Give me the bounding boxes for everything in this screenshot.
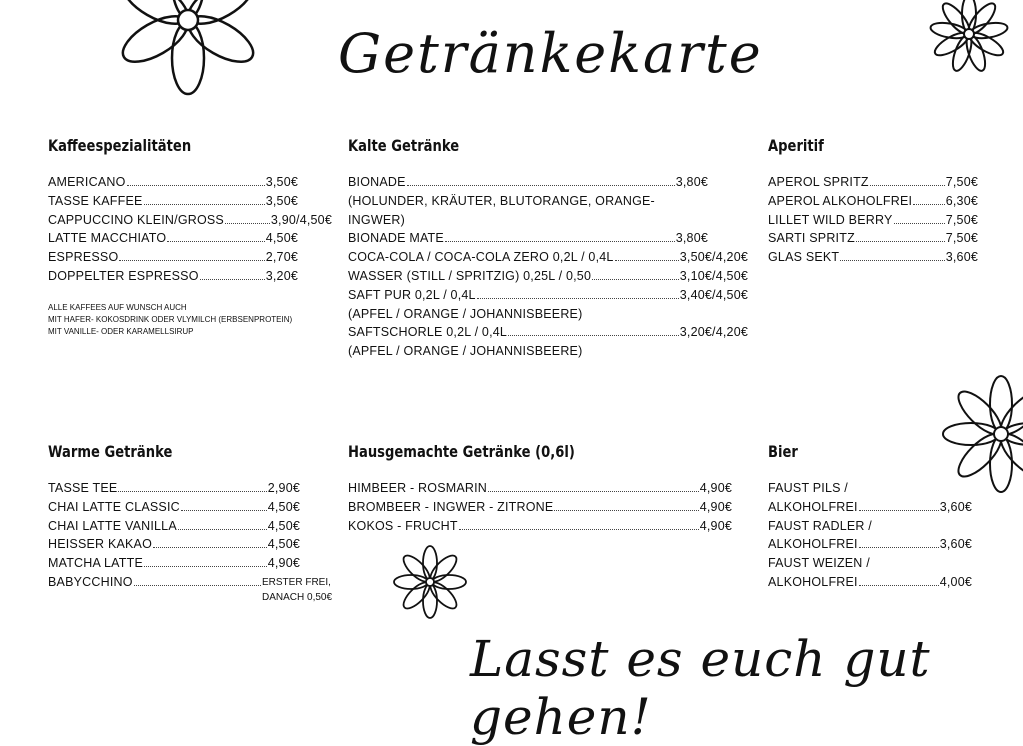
item-detail: FAUST WEIZEN / xyxy=(768,556,870,571)
menu-item: APEROL SPRITZ 7,50€ xyxy=(768,175,978,189)
menu-item: KOKOS - FRUCHT 4,90€ xyxy=(348,518,732,533)
menu-item: ALKOHOLFREI 3,60€ xyxy=(768,537,972,552)
menu-item: SARTI SPRITZ 7,50€ xyxy=(768,231,978,246)
menu-item: WASSER (STILL / SPRITZIG) 0,25L / 0,50 3,10€/4,50€ xyxy=(348,268,748,283)
menu-item: GLAS SEKT 3,60€ xyxy=(768,250,978,265)
menu-item: DOPPELTER ESPRESSO 3,20€ xyxy=(48,268,298,283)
menu-item: TASSE KAFFEE 3,50€ xyxy=(48,193,298,208)
menu-item: LATTE MACCHIATO 4,50€ xyxy=(48,231,298,246)
section-title: Kaffeespezialitäten xyxy=(48,136,192,155)
item-detail: (HOLUNDER, KRÄUTER, BLUTORANGE, ORANGE- xyxy=(348,193,655,208)
section-kaffee xyxy=(48,136,332,338)
menu-item: COCA-COLA / COCA-COLA ZERO 0,2L / 0,4L 3,50€/4,20€ xyxy=(348,250,748,265)
footer-slogan: Lasst es euch gut gehen! xyxy=(470,630,931,746)
menu-item: CAPPUCCINO KLEIN/GROSS 3,90/4,50€ xyxy=(48,212,332,227)
flower-top-left-icon xyxy=(88,0,288,120)
section-warm xyxy=(48,442,342,605)
item-detail: FAUST PILS / xyxy=(768,481,848,495)
section-title: Hausgemachte Getränke (0,6l) xyxy=(348,442,575,461)
menu-item: LILLET WILD BERRY 7,50€ xyxy=(768,212,978,227)
menu-item: ESPRESSO 2,70€ xyxy=(48,250,298,265)
section-title: Bier xyxy=(768,442,798,461)
menu-item: CHAI LATTE CLASSIC 4,50€ xyxy=(48,499,300,514)
menu-item: CHAI LATTE VANILLA 4,50€ xyxy=(48,518,300,533)
menu-item: BIONADE 3,80€ xyxy=(348,175,708,189)
item-detail: INGWER) xyxy=(348,212,405,227)
kaffee-note: ALLE KAFFEES AUF WUNSCH AUCH MIT HAFER- KOKOSDRINK ODER VLYMILCH (ERBSENPROTEIN) MIT VANILLE- ODER KARAMELLSIRUP xyxy=(48,302,293,336)
page-title: Getränkekarte xyxy=(338,22,763,85)
section-bier xyxy=(768,442,972,592)
section-title: Warme Getränke xyxy=(48,442,173,461)
menu-item: ALKOHOLFREI 4,00€ xyxy=(768,574,972,589)
item-detail: (APFEL / ORANGE / JOHANNISBEERE) xyxy=(348,306,583,321)
flower-top-right-icon xyxy=(915,0,1023,85)
menu-item: BABYCCHINO xyxy=(48,573,262,592)
menu-item: AMERICANO 3,50€ xyxy=(48,175,298,189)
menu-item: MATCHA LATTE 4,90€ xyxy=(48,556,300,571)
babyccino-price: ERSTER FREI, DANACH 0,50€ xyxy=(262,576,333,603)
item-detail: (APFEL / ORANGE / JOHANNISBEERE) xyxy=(348,344,583,359)
section-haus xyxy=(348,442,732,535)
menu-item: ALKOHOLFREI 3,60€ xyxy=(768,499,972,514)
menu-item: APEROL ALKOHOLFREI 6,30€ xyxy=(768,193,978,208)
flower-middle-icon xyxy=(385,540,475,625)
item-detail: FAUST RADLER / xyxy=(768,518,872,533)
section-title: Aperitif xyxy=(768,136,824,155)
section-title: Kalte Getränke xyxy=(348,136,460,155)
menu-item: BROMBEER - INGWER - ZITRONE 4,90€ xyxy=(348,499,732,514)
menu-item: HIMBEER - ROSMARIN 4,90€ xyxy=(348,481,732,495)
section-aperitif xyxy=(768,136,978,267)
menu-item: TASSE TEE 2,90€ xyxy=(48,481,300,495)
menu-item: BIONADE MATE 3,80€ xyxy=(348,231,708,246)
menu-item: HEISSER KAKAO 4,50€ xyxy=(48,537,300,552)
menu-item: SAFT PUR 0,2L / 0,4L 3,40€/4,50€ xyxy=(348,287,748,302)
menu-item: SAFTSCHORLE 0,2L / 0,4L 3,20€/4,20€ xyxy=(348,325,748,340)
section-kalt xyxy=(348,136,748,361)
